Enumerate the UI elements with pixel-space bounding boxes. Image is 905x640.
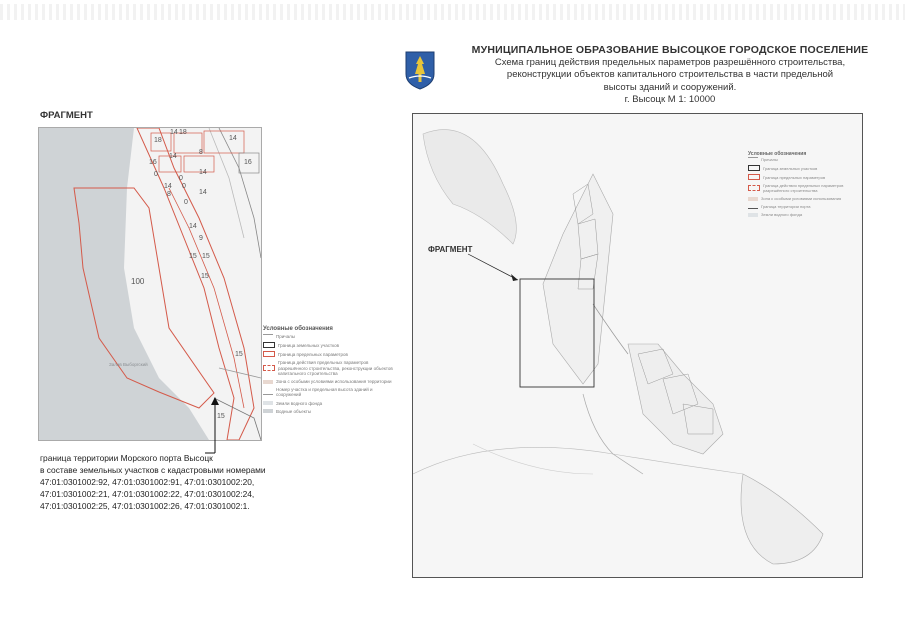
caption-line: граница территории Морского порта Высоцк: [40, 453, 213, 463]
fragment-title: ФРАГМЕНТ: [40, 110, 93, 121]
legend-item: Граница территории порта: [748, 204, 848, 209]
water-label: Залив Выборгский: [109, 362, 148, 367]
caption-line: 47:01:0301002:25, 47:01:0301002:26, 47:01:0301002:1.: [40, 501, 250, 511]
zone-label: 16: [149, 159, 157, 166]
zone-label: 16: [244, 159, 252, 166]
legend-item: Зона с особыми условиями использования территории: [263, 379, 393, 384]
coat-of-arms-icon: [404, 50, 436, 90]
legend-right-title: Условные обозначения: [748, 151, 807, 157]
scan-artifact: [0, 4, 905, 20]
legend-item: Граница действия предельных параметров разрешённого строительства, реконструкции объектов капитального строительства: [263, 360, 393, 376]
legend-item: Граница предельных параметров: [748, 174, 848, 180]
zone-label: 18: [179, 129, 187, 136]
zone-label: 15: [202, 253, 210, 260]
pointer-arrow-icon: [200, 395, 230, 455]
header-line-1: МУНИЦИПАЛЬНОЕ ОБРАЗОВАНИЕ ВЫСОЦКОЕ ГОРОДСКОЕ ПОСЕЛЕНИЕ: [471, 44, 869, 56]
header-line-4: высоты зданий и сооружений.: [603, 81, 737, 93]
legend-item: Земли водного фонда: [263, 401, 393, 406]
header-line-5: г. Высоцк М 1: 10000: [624, 94, 716, 105]
overview-fragment-label: ФРАГМЕНТ: [428, 245, 473, 254]
header-line-2: Схема границ действия предельных параметров разрешённого строительства,: [494, 56, 846, 68]
legend-item: Граница действия предельных параметров разрешённого строительства: [748, 183, 848, 193]
header-line-3: реконструкции объектов капитального строительства в части предельной: [506, 69, 834, 80]
legend-right: [748, 152, 848, 220]
caption-line: 47:01:0301002:92, 47:01:0301002:91, 47:01:0301002:20,: [40, 477, 255, 487]
zone-label: 14: [164, 183, 172, 190]
zone-label: 18: [154, 137, 162, 144]
legend-item: Граница предельных параметров: [263, 351, 393, 357]
zone-label: 14: [169, 153, 177, 160]
zone-label: 14: [229, 135, 237, 142]
zone-label: 8: [199, 149, 203, 156]
caption-line: в составе земельных участков с кадастровыми номерами: [40, 465, 266, 475]
zone-label: 0: [179, 175, 183, 182]
legend-item: Зона с особыми условиями использования: [748, 196, 848, 201]
zone-label: 14: [170, 129, 178, 136]
zone-label: 0: [154, 171, 158, 178]
legend-item: Причалы: [748, 157, 848, 162]
zone-label: 0: [184, 199, 188, 206]
legend-item: Земли водного фонда: [748, 212, 848, 217]
legend-item: Граница земельных участков: [263, 342, 393, 348]
legend-item: Граница земельных участков: [748, 165, 848, 171]
zone-label: 14: [199, 189, 207, 196]
zone-label: 100: [131, 277, 145, 286]
port-boundary-caption: [40, 452, 270, 512]
zone-label: 0: [182, 183, 186, 190]
legend-item: Причалы: [263, 334, 393, 339]
legend-item: Водные объекты: [263, 409, 393, 414]
zone-label: 15: [201, 273, 209, 280]
zone-label: 15: [235, 351, 243, 358]
legend-left: [263, 327, 393, 417]
zone-label: 14: [189, 223, 197, 230]
map-header: [470, 44, 870, 107]
zone-label: 8: [167, 191, 171, 198]
legend-item: Номер участка и предельная высота зданий и сооружений: [263, 387, 393, 397]
caption-line: 47:01:0301002:21, 47:01:0301002:22, 47:01:0301002:24,: [40, 489, 255, 499]
zone-label: 15: [217, 413, 225, 420]
zone-label: 14: [199, 169, 207, 176]
fragment-map[interactable]: [38, 127, 262, 441]
legend-left-title: Условные обозначения: [263, 326, 333, 332]
zone-label: 9: [199, 235, 203, 242]
zone-label: 15: [189, 253, 197, 260]
